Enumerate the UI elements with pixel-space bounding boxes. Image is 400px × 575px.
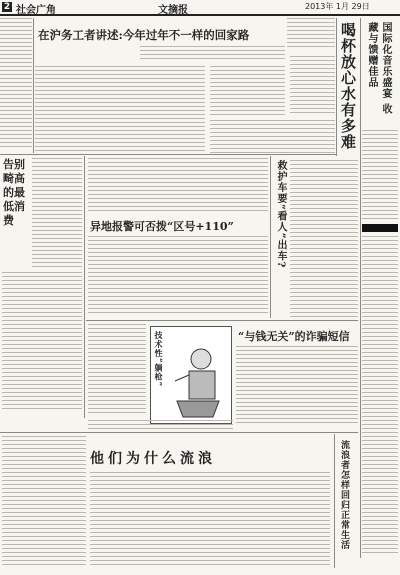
lead-headline: 在沪务工者讲述:今年过年不一样的回家路 [38,28,250,42]
issue-date: 2013年 1月 29日 [305,2,370,11]
left-text [32,158,82,268]
cartoon-frame [150,326,232,424]
lead-left-text [0,18,32,150]
rescue-text [290,160,358,320]
drink-text-2 [290,56,335,116]
section-rule [86,320,358,321]
fraud-headline: “与钱无关”的诈骗短信 [238,330,350,343]
alarm-headline: 异地报警可否拨“区号+110” [90,220,234,233]
column-rule [336,18,337,156]
fraud-text [236,346,358,426]
lead-body-text-2 [210,66,285,116]
column-rule [33,18,34,153]
drink-headline: 喝杯放心水有多难 [339,22,357,150]
column-rule [270,156,271,318]
alarm-text [88,236,268,316]
bottom-left-text [2,436,86,566]
newspaper-name: 文摘报 [158,5,188,16]
page-number: 2 [3,2,11,12]
column-rule [84,156,85,418]
gift-text [362,130,398,220]
lead-intro-text [140,46,285,60]
gift-headline: 国际化音乐盛宴 收藏与馈赠佳品 [366,22,391,115]
section-rule [0,154,336,155]
gift-subtitle-bar [362,224,398,232]
lead-right-text [287,18,335,50]
rescue-headline: 救护车要“看人”出车? [275,160,286,269]
left-headline: 告别畸高的最低消费 [3,158,25,227]
cartoon-under-text [88,420,233,430]
gift-text-2 [362,236,398,554]
bottom-text [90,472,330,566]
column-rule [334,434,335,568]
middle-text [88,158,268,212]
right-bottom-headline: 流浪者怎样回归正常生活 [339,440,349,550]
cartoon-caption: 技术性“躺枪” [154,331,164,388]
section-rule [0,432,358,433]
cartoon-drawing [169,341,227,419]
drink-text [210,120,335,156]
column-rule [360,18,361,558]
section-title: 社会广角 [16,5,56,16]
cartoon-side-text [88,324,146,414]
lead-body-text [35,66,205,152]
left-text-2 [2,272,82,412]
bottom-headline: 他们为什么流浪 [90,451,216,467]
